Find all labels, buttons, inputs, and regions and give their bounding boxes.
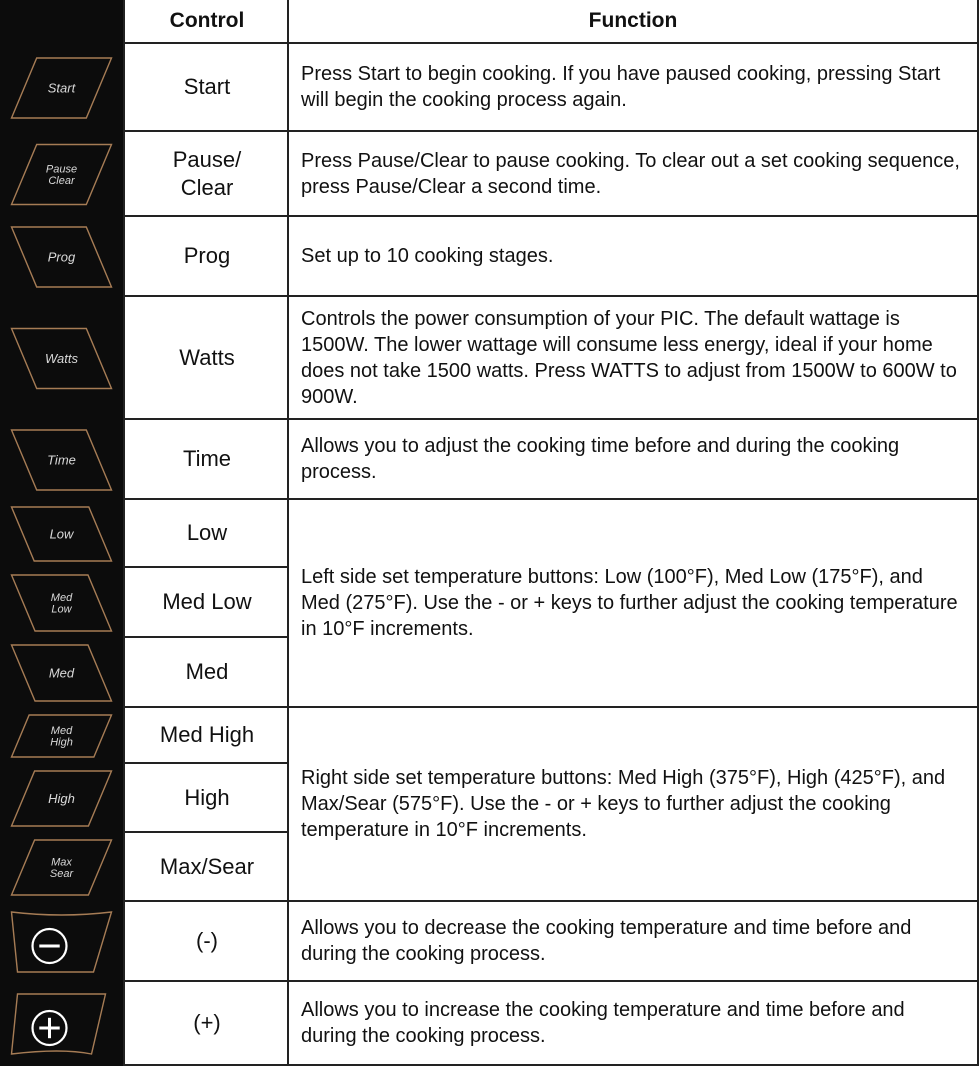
med-button-image bbox=[0, 638, 125, 708]
function-cell-right-temp bbox=[287, 708, 979, 902]
control-cell-high bbox=[123, 764, 289, 833]
low-button-image bbox=[0, 500, 125, 568]
function-text: Press Pause/Clear to pause cooking. To clear out a set cooking sequence, press Pause/Clear a second time. bbox=[301, 149, 960, 198]
header-control: Control bbox=[123, 0, 289, 44]
control-label: (+) bbox=[193, 1010, 221, 1036]
control-label: High bbox=[184, 784, 230, 810]
function-text: Right side set temperature buttons: Med High (375°F), High (425°F), and Max/Sear (575°F). Use the - or + keys to further adjust the cooking temperature in 10°F increments. bbox=[301, 767, 946, 841]
function-text: Controls the power consumption of your PIC. The default wattage is 1500W. The lower wattage will consume less energy, ideal if your home does not take 1500 watts. Press WATTS to adjust from 1500W to 600W to 900W. bbox=[301, 307, 957, 408]
control-label: Time bbox=[182, 446, 232, 472]
plus-circle-icon bbox=[0, 982, 123, 1066]
med-high-button-icon bbox=[0, 708, 123, 764]
control-label: Prog bbox=[183, 243, 231, 269]
header-image-cell bbox=[0, 0, 125, 44]
time-button-icon bbox=[0, 420, 123, 500]
function-cell-left-temp bbox=[287, 500, 979, 708]
function-cell-pause-clear bbox=[287, 132, 979, 217]
med-high-button-image bbox=[0, 708, 125, 764]
control-cell-med bbox=[123, 638, 289, 708]
function-text: Left side set temperature buttons: Low (100°F), Med Low (175°F), and Med (275°F). Use the - or + keys to further adjust the cooking temperature in 10°F increments. bbox=[301, 566, 958, 640]
button-label-text: Low bbox=[49, 526, 74, 542]
control-label: Med Low bbox=[162, 589, 252, 615]
control-label: Watts bbox=[179, 344, 235, 370]
pause-clear-button-image bbox=[0, 132, 125, 217]
function-text: Allows you to decrease the cooking temperature and time before and during the cooking process. bbox=[301, 917, 912, 965]
start-button-icon bbox=[0, 44, 123, 132]
watts-button-icon bbox=[0, 297, 123, 420]
button-label-text: Start bbox=[47, 80, 76, 96]
button-label-text: Sear bbox=[49, 867, 74, 880]
control-label: Med bbox=[185, 659, 229, 685]
button-outline bbox=[12, 994, 106, 1054]
button-label-text: High bbox=[48, 791, 75, 807]
function-cell-minus bbox=[287, 902, 979, 982]
pause-clear-button-icon bbox=[0, 132, 123, 217]
button-label-text: Clear bbox=[48, 174, 75, 187]
function-cell-watts bbox=[287, 297, 979, 420]
control-cell-start bbox=[123, 44, 289, 132]
minus-button-image bbox=[0, 902, 125, 982]
function-text: Allows you to adjust the cooking time before and during the cooking process. bbox=[301, 435, 900, 483]
control-label: Start bbox=[183, 74, 231, 100]
function-text: Allows you to increase the cooking temperature and time before and during the cooking process. bbox=[301, 999, 905, 1047]
prog-button-icon bbox=[0, 217, 123, 297]
function-text: Press Start to begin cooking. If you have paused cooking, pressing Start will begin the cooking process again. bbox=[301, 63, 941, 111]
start-button-image bbox=[0, 44, 125, 132]
control-cell-low bbox=[123, 500, 289, 568]
high-button-image bbox=[0, 764, 125, 833]
med-button-icon bbox=[0, 638, 123, 708]
control-cell-med-high bbox=[123, 708, 289, 764]
control-label: Max/Sear bbox=[159, 853, 255, 879]
control-cell-minus bbox=[123, 902, 289, 982]
button-label-text: Watts bbox=[45, 351, 78, 367]
control-label: (-) bbox=[196, 928, 218, 954]
header-function: Function bbox=[287, 0, 979, 44]
med-low-button-image bbox=[0, 568, 125, 638]
control-label: Med High bbox=[159, 722, 255, 748]
control-cell-time bbox=[123, 420, 289, 500]
button-label-text: Time bbox=[47, 452, 76, 468]
function-cell-prog bbox=[287, 217, 979, 297]
med-low-button-icon bbox=[0, 568, 123, 638]
control-cell-med-low bbox=[123, 568, 289, 638]
time-button-image bbox=[0, 420, 125, 500]
button-label-text: Med bbox=[48, 665, 75, 681]
high-button-icon bbox=[0, 764, 123, 833]
button-label-text: Max bbox=[51, 856, 72, 869]
function-text: Set up to 10 cooking stages. bbox=[301, 245, 554, 267]
plus-button-image bbox=[0, 982, 125, 1066]
control-cell-pause-clear bbox=[123, 132, 289, 217]
control-cell-max-sear bbox=[123, 833, 289, 902]
button-label-text: Med bbox=[50, 591, 73, 604]
prog-button-image bbox=[0, 217, 125, 297]
max-sear-button-image bbox=[0, 833, 125, 902]
button-label-text: High bbox=[50, 736, 73, 749]
button-label-text: Low bbox=[51, 603, 72, 616]
control-label: Low bbox=[186, 520, 228, 546]
control-cell-watts bbox=[123, 297, 289, 420]
minus-circle-icon bbox=[0, 902, 123, 982]
low-button-icon bbox=[0, 500, 123, 568]
function-cell-plus bbox=[287, 982, 979, 1066]
control-cell-plus bbox=[123, 982, 289, 1066]
function-cell-time bbox=[287, 420, 979, 500]
function-cell-start bbox=[287, 44, 979, 132]
button-label-text: Med bbox=[50, 724, 73, 737]
control-label: Pause/ Clear bbox=[172, 147, 242, 200]
max-sear-button-icon bbox=[0, 833, 123, 902]
watts-button-image bbox=[0, 297, 125, 420]
control-cell-prog bbox=[123, 217, 289, 297]
button-outline bbox=[12, 912, 112, 972]
button-label-text: Prog bbox=[47, 249, 76, 265]
button-label-text: Pause bbox=[45, 163, 78, 176]
